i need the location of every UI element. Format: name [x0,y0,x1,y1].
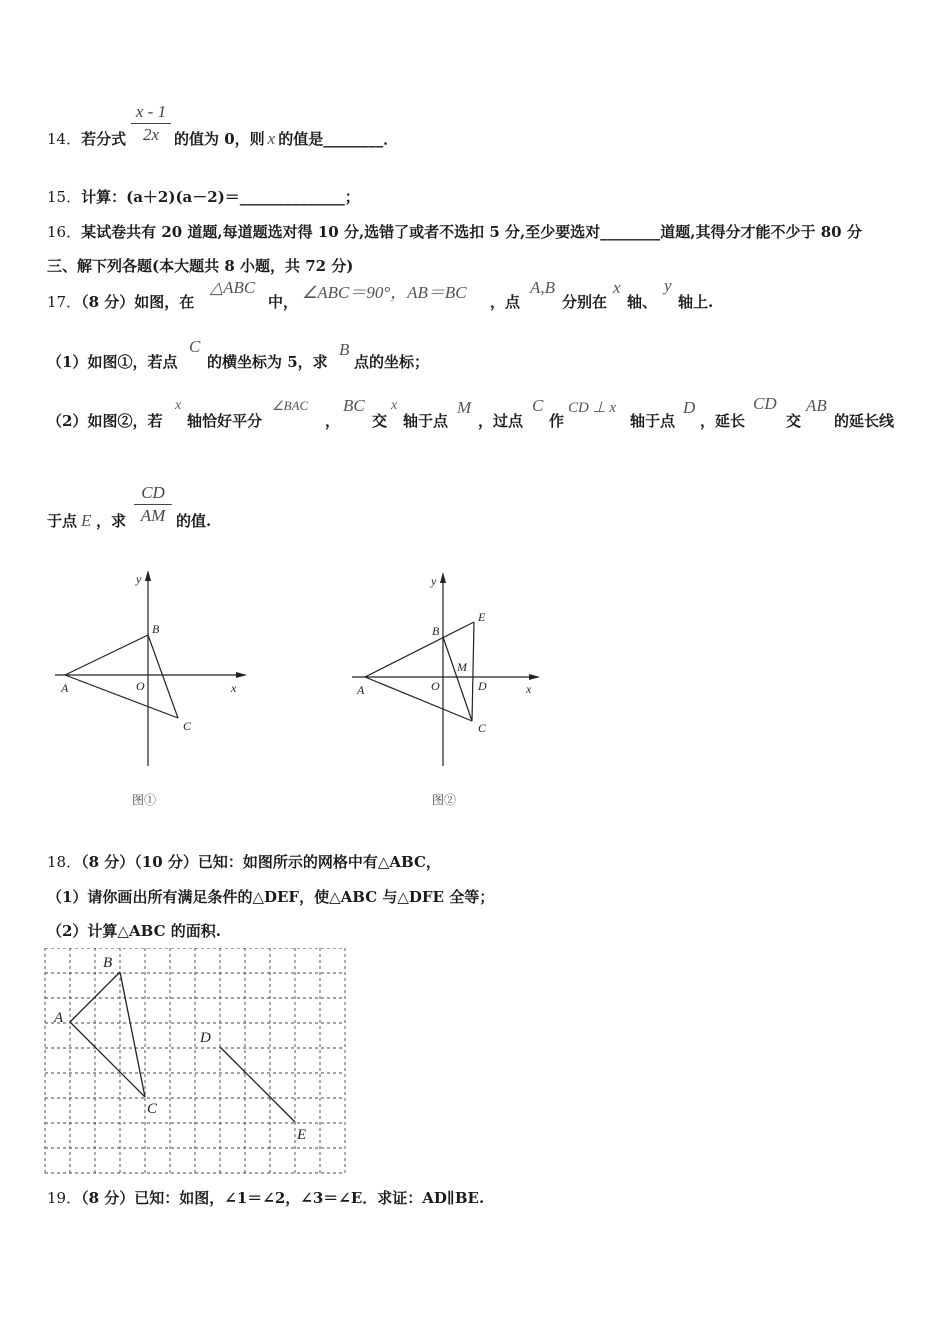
grid-segment-AC [70,1022,145,1097]
q18-number: 18． [47,853,82,871]
q17-part1-b: 的横坐标为 5，求 [207,353,328,371]
q17-part2-C: C [532,396,544,415]
q17-part1-c: 点的坐标； [354,353,430,371]
q17-part1 [47,351,177,372]
grid-segment-DE [220,1047,295,1122]
fig2-label-C: C [478,721,487,735]
q14-lead: 若分式 [81,130,127,148]
q16-text: 某试卷共有 20 道题,每道题选对得 10 分,选错了或者不选扣 5 分,至少要选对________道题,其得分才能不少于 80 分 [81,223,862,241]
fig2-segment-EC [472,622,474,721]
q19-number: 19． [47,1189,82,1207]
q17-triangle: △ABC [210,278,256,297]
fig1-label-A: A [61,681,69,695]
q14-frac-bar [131,123,171,124]
q16 [47,221,862,242]
grid-label-E: E [297,1127,307,1143]
q17-p1: 如图，在 [134,293,195,311]
q15 [47,186,360,207]
section3-heading: 三、解下列各题(本大题共 8 小题，共 72 分) [47,257,354,275]
q17-part1-a: 如图①，若点 [87,353,178,371]
q17-part2 [47,410,162,431]
q17-part2-fraction [134,483,172,526]
fig2-label-D: D [478,679,487,693]
q17-part2-x2: x [391,398,398,413]
fig2-caption: 图② [432,793,457,807]
q17-part2-d: 交 [372,412,388,430]
q17-part1-B: B [339,340,350,359]
q17-part2-angle: ∠BAC [272,398,309,413]
fig1-segment-BC [148,635,178,718]
fig2-segment-AC [365,677,472,721]
grid-label-C: C [147,1101,158,1117]
q17-p6: 轴上. [678,293,714,311]
q17-part1-label: （1） [47,353,88,371]
fig1-label-y: y [136,572,142,586]
q18-grid-figure [44,948,348,1174]
grid-label-B: B [103,955,113,971]
figure-1 [50,566,260,816]
grid-label-A: A [54,1010,64,1026]
q14-end: 的值是________． [278,130,399,148]
q17-part2-b: 轴恰好平分 [187,412,263,430]
q17-part2-CD: CD [753,394,777,413]
fig1-x-arrow-icon [236,672,247,678]
q17-frac-numerator: CD [141,483,165,502]
q14-mid: 的值为 0，则 [174,130,265,148]
q17-x: x [613,278,621,297]
q17-score: （8 分） [81,293,135,311]
q17-frac-bar [134,504,172,505]
q17-p3: ，点 [490,293,521,311]
fig1-y-arrow-icon [145,570,151,581]
q17-part2-f: ，过点 [478,412,524,430]
fig2-x-arrow-icon [529,674,540,680]
q17-part2-g: 作 [549,412,565,430]
figure-2 [350,566,550,816]
q17-points: A,B [530,278,556,297]
q17-part2-a: 如图②，若 [87,412,163,430]
q16-number: 16． [47,223,82,241]
fig1-segment-AB [65,635,148,675]
q17-part2-E: E [81,511,92,530]
q15-text: 计算：(a＋2)(a－2)＝______________； [81,188,360,206]
q14-frac-numerator: x - 1 [135,102,167,121]
q17-p4: 分别在 [562,293,608,311]
fig2-label-y: y [431,574,437,588]
q17-part2-n: 的值. [176,512,212,530]
q18-score: （8 分） [81,853,135,871]
q14-tail [174,128,398,149]
q17-part2-BC: BC [343,396,365,415]
fig1-label-C: C [183,719,192,733]
q17-part2-perp: CD ⊥ x [568,400,617,416]
q17-part2-i: ，延长 [700,412,746,430]
q17-y: y [664,276,672,295]
fig2-segment-BC [443,637,472,721]
q17-part2-x: x [175,398,182,413]
q17-part2-c: ， [325,412,341,430]
fig1-segment-AC [65,675,178,718]
q14-number: 14． [47,130,82,148]
q19 [47,1187,484,1208]
fig2-label-E: E [478,610,486,624]
q14-var: x [267,129,276,148]
q17-frac-denominator: AM [140,506,166,525]
fig2-label-B: B [432,624,440,638]
fig2-y-arrow-icon [440,572,446,583]
q17-part2-M: M [457,398,472,417]
q17-part2-l: 于点 [47,512,78,530]
q17-number: 17． [47,293,82,311]
q18-text: （10 分）已知：如图所示的网格中有△ABC， [134,853,441,871]
q18 [47,851,441,872]
q14-frac-denominator: 2x [142,125,160,144]
q17-p2: 中， [268,293,299,311]
q19-score: （8 分） [81,1189,135,1207]
q17-part2-j: 交 [786,412,802,430]
q17-condition: ∠ABC＝90°，AB＝BC [302,283,467,302]
q14 [47,128,126,149]
fig1-label-x: x [231,681,237,695]
fig1-label-O: O [136,679,145,693]
q17-part1-C: C [189,337,201,356]
q17 [47,291,194,312]
grid-segment-BC [120,972,145,1097]
q18-part1: （1）请你画出所有满足条件的△DEF，使△ABC 与△DFE 全等； [47,888,495,906]
q17-part2-label: （2） [47,412,88,430]
fig2-label-x: x [526,682,532,696]
fig1-label-B: B [152,622,160,636]
fig2-label-M: M [457,660,467,674]
fig2-label-O: O [431,679,440,693]
q14-fraction [131,102,171,145]
q15-number: 15． [47,188,82,206]
fig2-label-A: A [357,683,365,697]
fig1-caption: 图① [132,793,157,807]
q17-part2-h: 轴于点 [630,412,676,430]
q17-part2-AB: AB [806,396,827,415]
q17-p5: 轴、 [627,293,658,311]
q17-part2-k: 的延长线 [834,412,895,430]
q19-text: 已知：如图，∠1＝∠2，∠3＝∠E．求证：AD∥BE. [134,1189,485,1207]
q17-part2-m: ，求 [96,512,127,530]
q17-part2-e: 轴于点 [403,412,449,430]
q18-part2: （2）计算△ABC 的面积. [47,922,221,940]
grid-label-D: D [200,1030,211,1046]
q17-part2-D: D [683,398,696,417]
